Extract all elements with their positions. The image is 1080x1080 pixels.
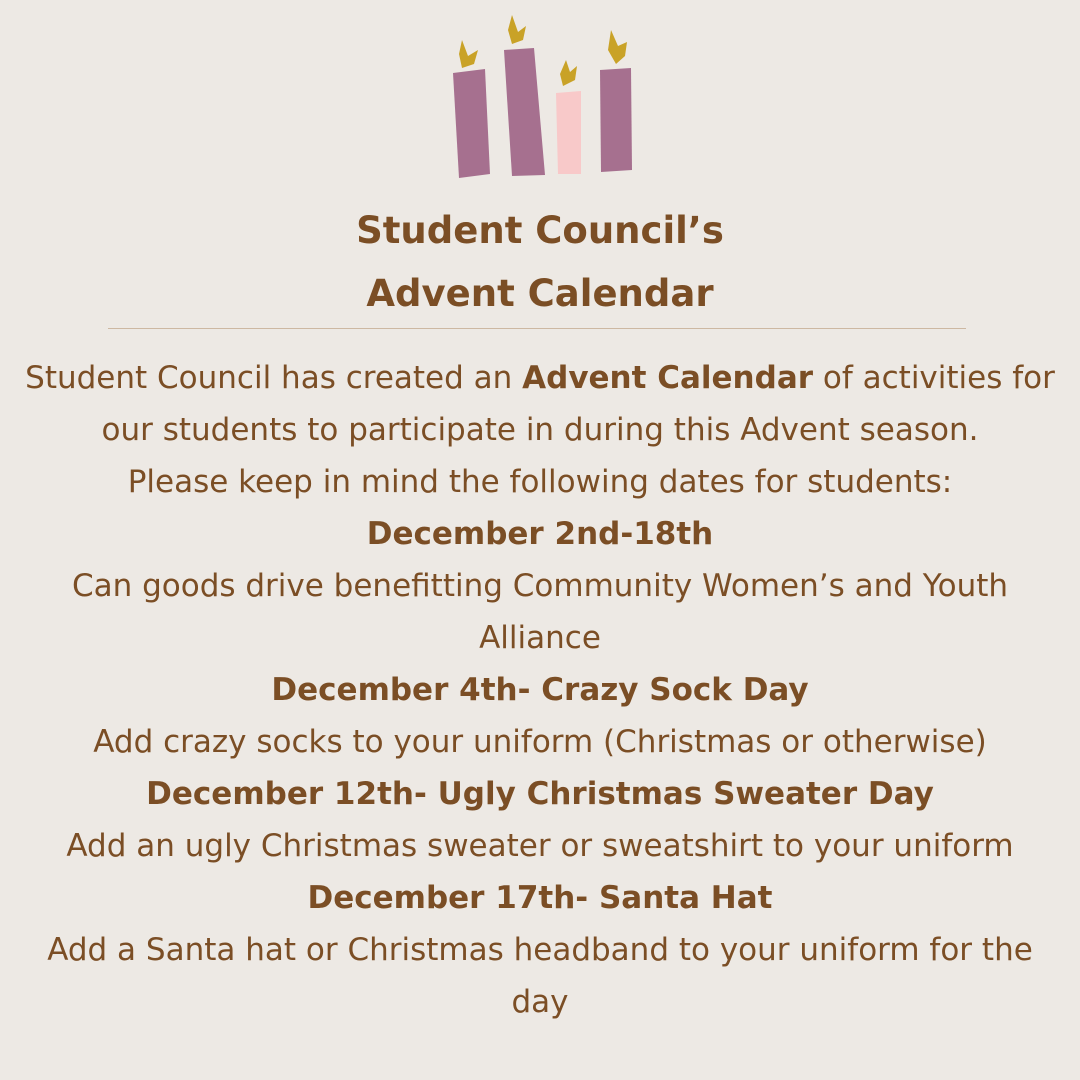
flame-2 (508, 15, 526, 44)
candle-4 (600, 68, 632, 172)
intro-text-1: Student Council has created an (25, 360, 523, 396)
event-description-2: Add crazy socks to your uniform (Christmas or otherwise) (93, 724, 987, 760)
page-title-line1: Student Council’s (356, 209, 724, 252)
event-date-2: December 4th- Crazy Sock Day (271, 672, 809, 708)
advent-candles-icon (440, 10, 640, 185)
intro-paragraph (20, 352, 1060, 456)
flame-4 (608, 30, 627, 64)
candle-3 (556, 91, 581, 174)
flame-1 (459, 40, 478, 68)
event-date-1: December 2nd-18th (366, 516, 714, 552)
event-description-3: Add an ugly Christmas sweater or sweatshirt to your uniform (66, 828, 1014, 864)
candles-graphic (440, 10, 640, 185)
divider (108, 328, 966, 329)
event-description-4: Add a Santa hat or Christmas headband to your uniform for the day (47, 932, 1033, 1020)
candle-1 (453, 69, 490, 178)
announcement-body (20, 352, 1060, 1028)
event-date-3: December 12th- Ugly Christmas Sweater Day (146, 776, 934, 812)
intro-instruction: Please keep in mind the following dates for students: (127, 464, 953, 500)
intro-text-2: of activities for our students to participate in during this Advent season. (101, 360, 1055, 448)
flame-3 (560, 60, 577, 86)
page-title-line2: Advent Calendar (366, 272, 714, 315)
candle-2 (504, 48, 545, 176)
intro-bold-text: Advent Calendar (522, 360, 814, 396)
event-date-4: December 17th- Santa Hat (307, 880, 773, 916)
event-description-1: Can goods drive benefitting Community Women’s and Youth Alliance (71, 568, 1009, 656)
